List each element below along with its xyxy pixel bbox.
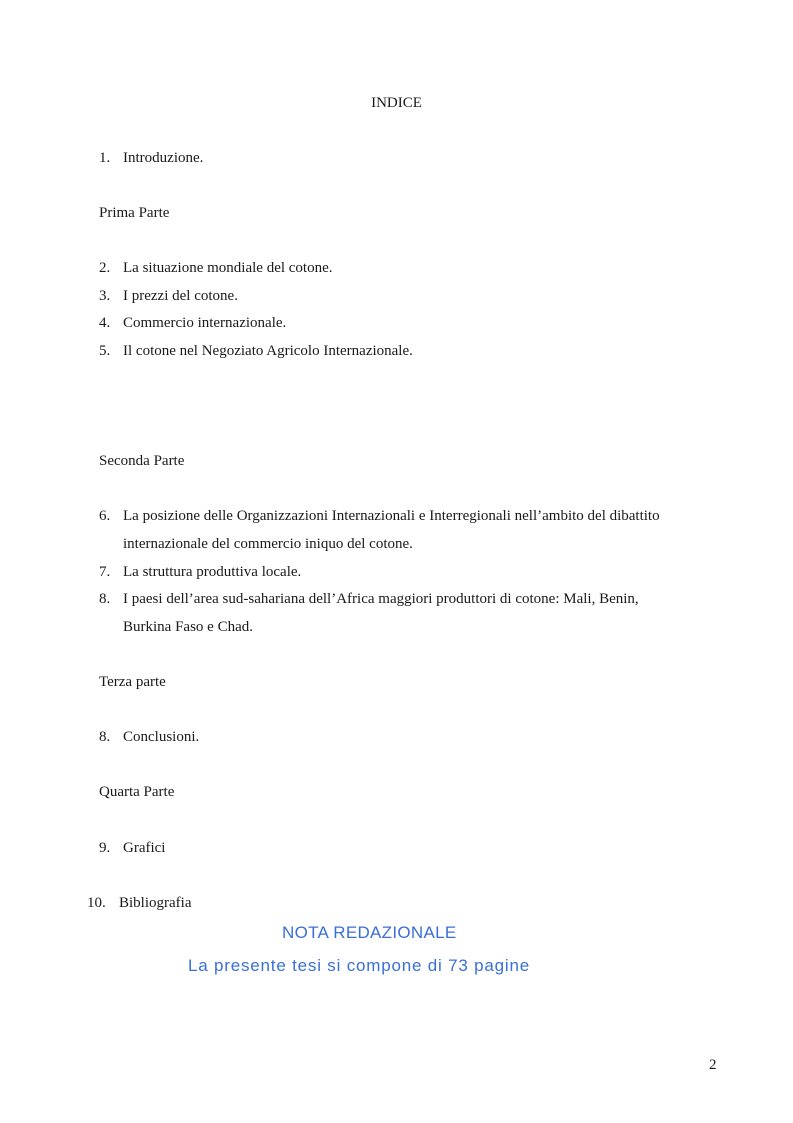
- toc-item-text: La posizione delle Organizzazioni Internazionali e Interregionali nell’ambito del dibattito: [123, 508, 660, 524]
- toc-item-text-continued: Burkina Faso e Chad.: [123, 619, 253, 635]
- section-heading-quarta-parte: Quarta Parte: [99, 784, 175, 800]
- toc-item-text: I paesi dell’area sud-sahariana dell’Africa maggiori produttori di cotone: Mali, Benin,: [123, 591, 639, 607]
- toc-item-text: La struttura produttiva locale.: [123, 564, 302, 580]
- section-heading-seconda-parte: Seconda Parte: [99, 453, 185, 469]
- toc-item-number: 4.: [99, 315, 111, 331]
- page-number: 2: [709, 1057, 717, 1073]
- toc-item-number: 1.: [99, 150, 111, 166]
- editorial-note-title: NOTA REDAZIONALE: [282, 923, 457, 942]
- toc-item-number: 6.: [99, 508, 111, 524]
- toc-item-text: I prezzi del cotone.: [123, 288, 238, 304]
- toc-item-number: 8.: [99, 591, 111, 607]
- toc-item-number: 3.: [99, 288, 111, 304]
- toc-item-number: 9.: [99, 840, 111, 856]
- toc-item-number: 5.: [99, 343, 111, 359]
- toc-item-text-continued: internazionale del commercio iniquo del cotone.: [123, 536, 413, 552]
- toc-item-number: 7.: [99, 564, 111, 580]
- index-title: INDICE: [371, 95, 422, 111]
- editorial-note-text: La presente tesi si compone di 73 pagine: [188, 956, 530, 975]
- section-heading-prima-parte: Prima Parte: [99, 205, 170, 221]
- toc-item-number: 2.: [99, 260, 111, 276]
- toc-item-number: 10.: [87, 895, 106, 911]
- toc-item-text: Introduzione.: [123, 150, 204, 166]
- toc-item-text: Grafici: [123, 840, 166, 856]
- toc-item-text: La situazione mondiale del cotone.: [123, 260, 333, 276]
- toc-item-text: Il cotone nel Negoziato Agricolo Internazionale.: [123, 343, 413, 359]
- toc-item-text: Commercio internazionale.: [123, 315, 287, 331]
- toc-item-number: 8.: [99, 729, 111, 745]
- toc-item-text: Conclusioni.: [123, 729, 200, 745]
- toc-item-text: Bibliografia: [119, 895, 192, 911]
- section-heading-terza-parte: Terza parte: [99, 674, 166, 690]
